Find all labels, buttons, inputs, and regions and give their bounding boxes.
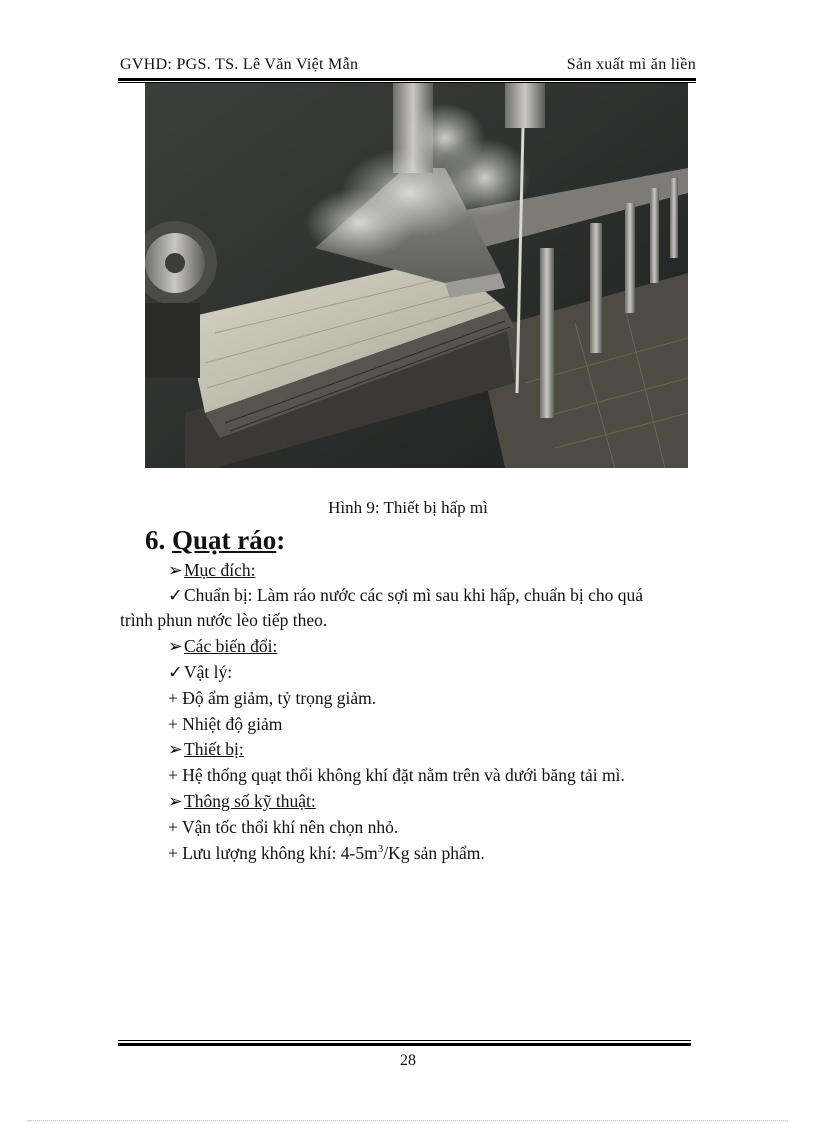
cubic-superscript: 3 [377,843,384,856]
list-item [168,585,643,606]
arrowhead-bullet-icon: ➢ [168,636,183,656]
steamer-photo [145,83,688,468]
section-number: 6. [145,525,172,555]
list-item [168,636,277,657]
purpose-text: Chuẩn bị: Làm ráo nước các sợi mì sau khi hấp, chuẩn bị cho quá [184,585,644,605]
airflow-text: + Lưu lượng không khí: 4-5m [168,843,378,863]
subheading-purpose: Mục đích: [184,560,256,580]
subheading-changes: Các biến đổi: [184,636,278,656]
airflow-unit: /Kg sản phẩm. [383,843,485,863]
arrowhead-bullet-icon: ➢ [168,739,183,759]
checkmark-bullet-icon: ✓ [168,662,183,682]
list-item [168,662,232,683]
list-item [168,791,316,812]
list-item: + Độ ẩm giảm, tỷ trọng giảm. [168,688,377,708]
header-document-title: Sản xuất mì ăn liền [566,56,696,73]
checkmark-bullet-icon: ✓ [168,585,183,605]
subheading-equipment: Thiết bị: [184,739,244,759]
arrowhead-bullet-icon: ➢ [168,791,183,811]
subheading-parameters: Thông số kỹ thuật: [184,791,316,811]
section-title: Quạt ráo [172,525,277,555]
list-item [168,739,244,760]
page-number: 28 [400,1052,416,1069]
figure-caption: Hình 9: Thiết bị hấp mì [328,498,488,517]
physical-changes-label: Vật lý: [184,662,233,682]
steamer-illustration [145,83,688,468]
list-item: + Vận tốc thổi khí nên chọn nhỏ. [168,817,399,837]
list-item [168,843,485,864]
list-item [168,560,255,581]
section-colon: : [276,525,286,555]
footer-rule [118,1040,691,1046]
list-item: + Hệ thống quạt thổi không khí đặt nằm trên và dưới băng tải mì. [168,765,625,785]
section-heading [145,525,285,556]
page-edge [28,1120,788,1121]
arrowhead-bullet-icon: ➢ [168,560,183,580]
header-instructor: GVHD: PGS. TS. Lê Văn Việt Mẫn [120,56,359,73]
page-header [118,56,696,80]
list-item: + Nhiệt độ giảm [168,714,283,734]
paragraph-continuation: trình phun nước lèo tiếp theo. [120,610,328,630]
